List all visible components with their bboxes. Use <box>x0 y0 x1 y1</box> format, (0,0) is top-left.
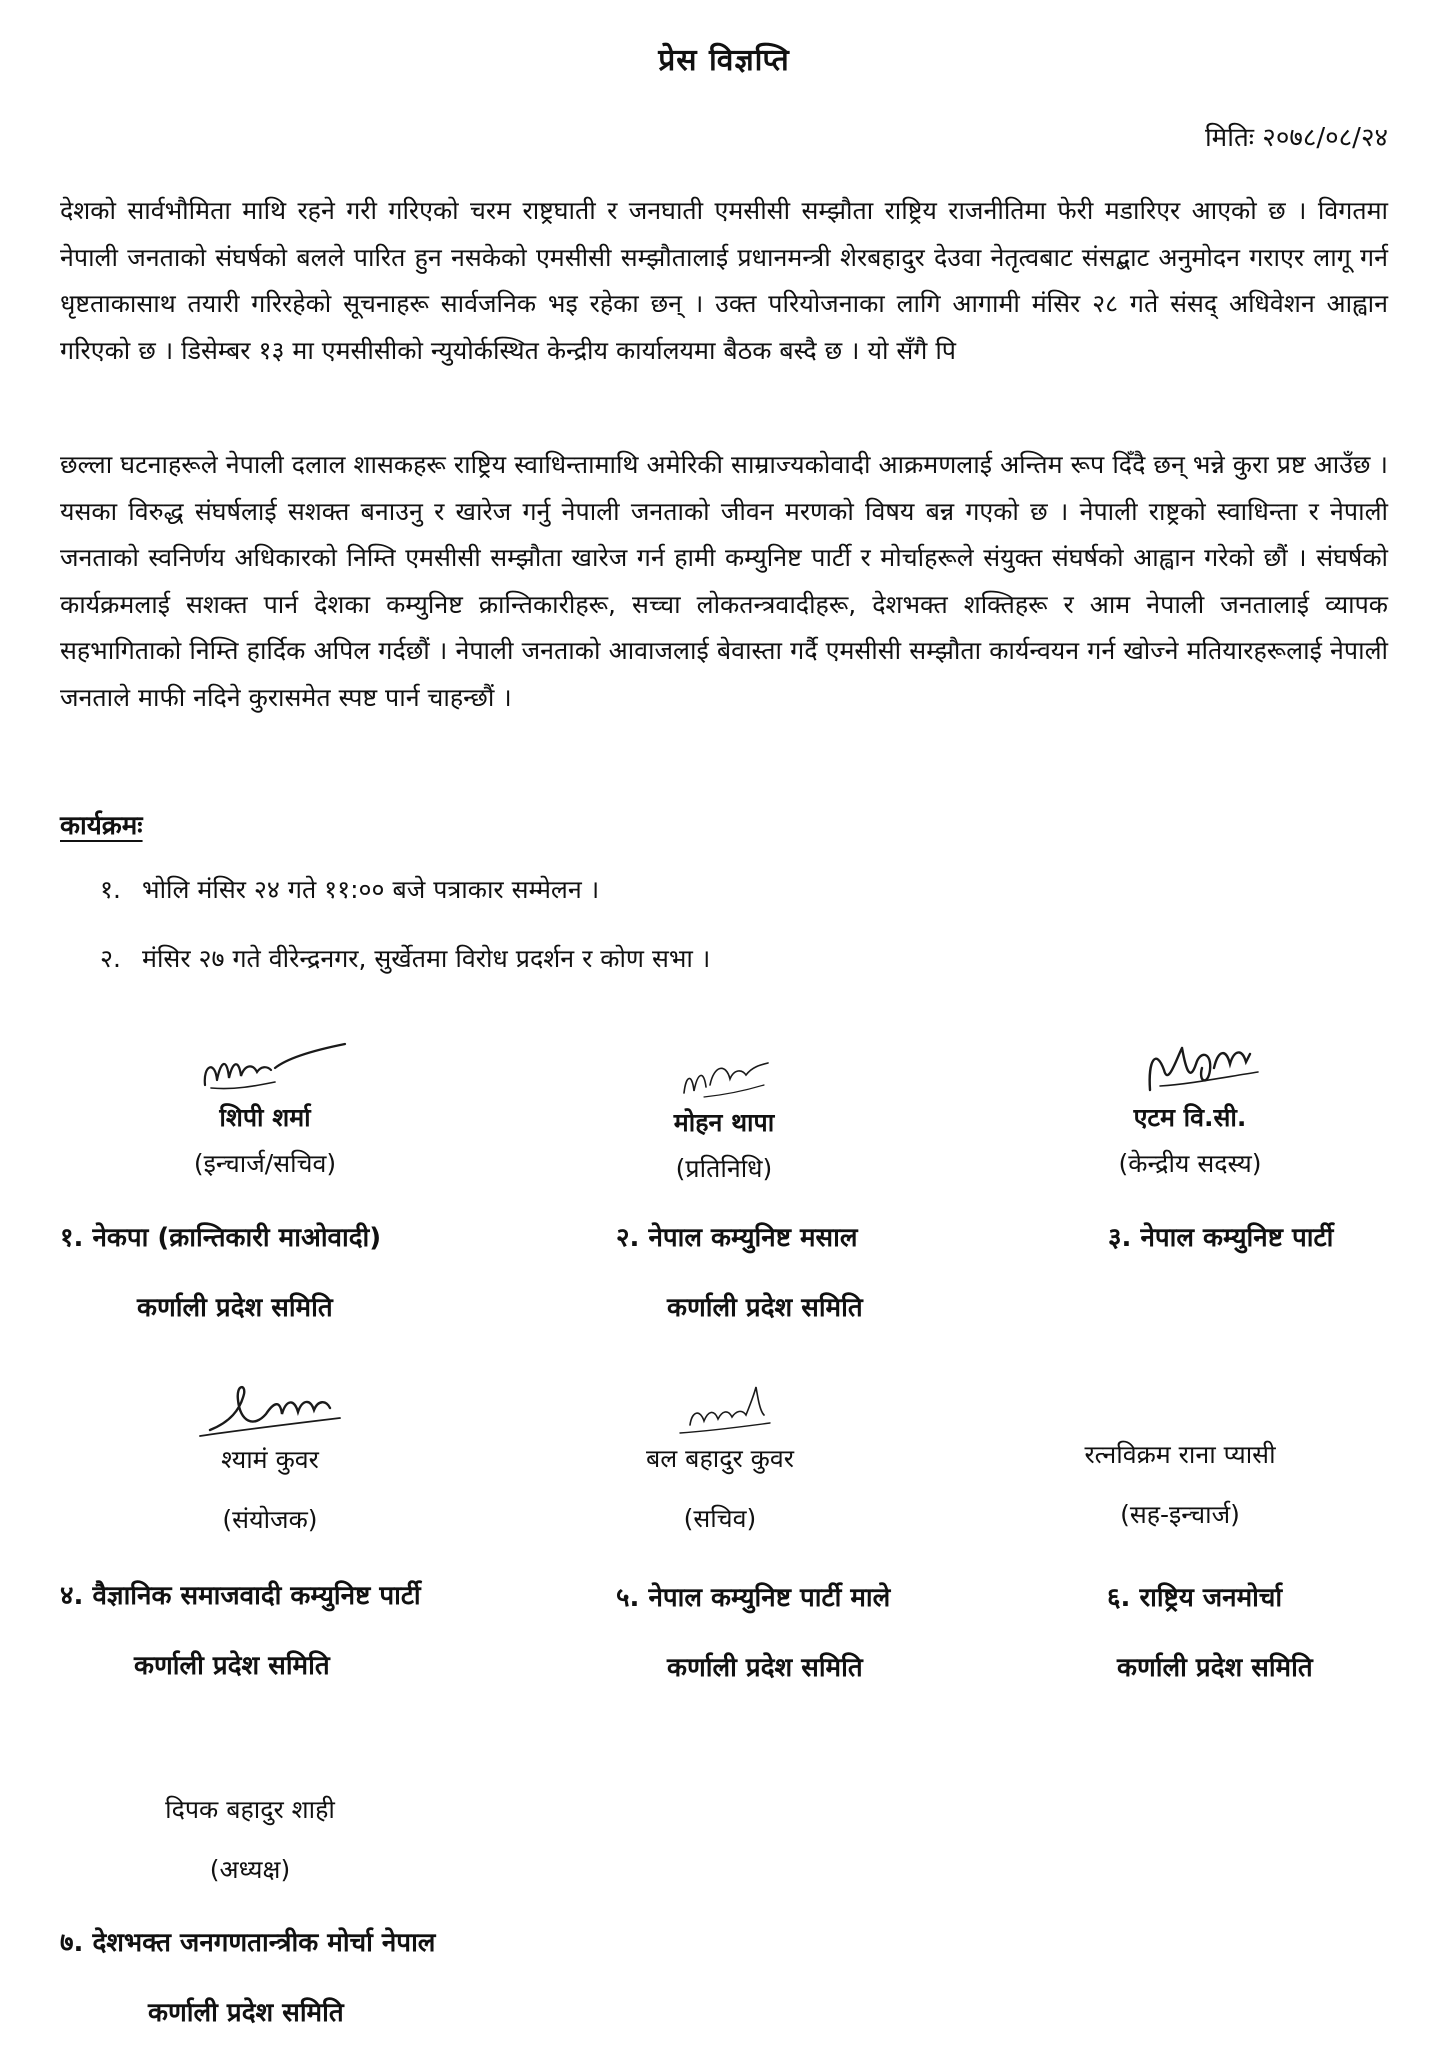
handwritten-signature-2 <box>634 1045 814 1105</box>
program-item-text: मंसिर २७ गते वीरेन्द्रनगर, सुर्खेतमा विरोध प्रदर्शन र कोण सभा । <box>142 944 711 973</box>
signatory-name: मोहन थापा <box>673 1108 775 1137</box>
handwritten-signature-3 <box>1090 1030 1290 1100</box>
organization-name: ६. राष्ट्रिय जनमोर्चा <box>1107 1583 1283 1613</box>
organization-name: ७. देशभक्त जनगणतान्त्रीक मोर्चा नेपाल <box>60 1928 436 1958</box>
program-item-text: भोलि मंसिर २४ गते ११:०० बजे पत्राकार सम्मेलन । <box>142 875 600 904</box>
organization-name: २. नेपाल कम्युनिष्ट मसाल <box>616 1223 858 1253</box>
signatory-role: (संयोजक) <box>222 1505 318 1534</box>
signatory-block-3 <box>960 1030 1420 1180</box>
program-item-number: १. <box>100 875 121 904</box>
signatory-block-1 <box>35 1030 495 1180</box>
signatory-role: (अध्यक्ष) <box>209 1855 291 1884</box>
signatory-block-4 <box>40 1370 500 1536</box>
organization-name: ४. वैज्ञानिक समाजवादी कम्युनिष्ट पार्टी <box>60 1581 421 1611</box>
signatory-name: श्यामं कुवर <box>221 1445 319 1474</box>
program-list <box>100 872 710 1010</box>
signatory-role: (इन्चार्ज/सचिव) <box>193 1149 337 1178</box>
handwritten-signature-5 <box>630 1375 810 1441</box>
committee-name: कर्णाली प्रदेश समिति <box>137 1293 333 1323</box>
organization-name: ३. नेपाल कम्युनिष्ट पार्टी <box>1108 1223 1334 1253</box>
organization-name: ५. नेपाल कम्युनिष्ट पार्टी माले <box>616 1583 891 1613</box>
program-item-number: २. <box>100 944 121 973</box>
committee-name: कर्णाली प्रदेश समिति <box>667 1293 863 1323</box>
handwritten-signature-4 <box>170 1370 370 1442</box>
program-item <box>100 941 710 1010</box>
signatory-name: बल बहादुर कुवर <box>646 1444 794 1473</box>
signatory-name: रत्नविक्रम राना प्यासी <box>1084 1440 1276 1469</box>
program-heading: कार्यक्रमः <box>60 811 143 841</box>
signatory-role: (प्रतिनिधि) <box>675 1154 773 1183</box>
committee-name: कर्णाली प्रदेश समिति <box>1117 1653 1313 1683</box>
committee-name: कर्णाली प्रदेश समिति <box>148 1998 344 2028</box>
signatory-role: (केन्द्रीय सदस्य) <box>1118 1149 1262 1178</box>
committee-name: कर्णाली प्रदेश समिति <box>667 1653 863 1683</box>
body-paragraph-1: देशको सार्वभौमिता माथि रहने गरी गरिएको चरम राष्ट्रघाती र जनघाती एमसीसी सम्झौता राष्ट्रिय राजनीतिमा फेरी मडारिएर आएको छ । विगतमा नेपाली जनताको संघर्षको बलले पारित हुन नसकेको एमसीसी सम्झौतालाई प्रधानमन्त्री शेरबहादुर देउवा नेतृत्वबाट संसद्बाट अनुमोदन गराएर लागू गर्न धृष्टताकासाथ तयारी गरिरहेको सूचनाहरू सार्वजनिक भइ रहेका छन् । उक्त परियोजनाका लागि आगामी मंसिर २८ गते संसद् अधिवेशन आह्वान गरिएको छ । डिसेम्बर १३ मा एमसीसीको न्युयोर्कस्थित केन्द्रीय कार्यालयमा बैठक बस्दै छ । यो सँगै पि <box>60 196 1388 365</box>
signatory-name: दिपक बहादुर शाही <box>165 1795 335 1824</box>
organization-name: १. नेकपा (क्रान्तिकारी माओवादी) <box>60 1223 382 1253</box>
program-item <box>100 872 710 941</box>
body-paragraph-2: छल्ला घटनाहरूले नेपाली दलाल शासकहरू राष्ट्रिय स्वाधिन्तामाथि अमेरिकी साम्राज्यकोवादी आक्रमणलाई अन्तिम रूप दिँदै छन् भन्ने कुरा प्रष्ट आउँछ । यसका विरुद्ध संघर्षलाई सशक्त बनाउनु र खारेज गर्नु नेपाली जनताको जीवन मरणको विषय बन्न गएको छ । नेपाली राष्ट्रको स्वाधिन्ता र नेपाली जनताको स्वनिर्णय अधिकारको निम्ति एमसीसी सम्झौता खारेज गर्न हामी कम्युनिष्ट पार्टी र मोर्चाहरूले संयुक्त संघर्षको आह्वान गरेको छौं । संघर्षको कार्यक्रमलाई सशक्त पार्न देशका कम्युनिष्ट क्रान्तिकारीहरू, सच्चा लोकतन्त्रवादीहरू, देशभक्त शक्तिहरू र आम नेपाली जनतालाई व्यापक सहभागिताको निम्ति हार्दिक अपिल गर्दछौं । नेपाली जनताको आवाजलाई बेवास्ता गर्दै एमसीसी सम्झौता कार्यन्वयन गर्न खोज्ने मतियारहरूलाई नेपाली जनताले माफी नदिने कुरासमेत स्पष्ट पार्न चाहन्छौं । <box>60 450 1388 712</box>
handwritten-signature-1 <box>175 1030 355 1100</box>
document-date: मितिः २०७८/०८/२४ <box>1204 123 1388 153</box>
signatory-name: एटम वि.सी. <box>1133 1103 1247 1132</box>
committee-name: कर्णाली प्रदेश समिति <box>134 1651 330 1681</box>
document-title: प्रेस विज्ञप्ति <box>658 43 790 78</box>
signatory-name: शिपी शर्मा <box>219 1103 311 1132</box>
signatory-block-5 <box>490 1375 950 1535</box>
signatory-role: (सचिव) <box>683 1504 757 1533</box>
signatory-block-2 <box>494 1045 954 1185</box>
signatory-block-7 <box>20 1792 480 1886</box>
signatory-block-6 <box>950 1437 1410 1531</box>
signatory-role: (सह-इन्चार्ज) <box>1120 1500 1240 1529</box>
